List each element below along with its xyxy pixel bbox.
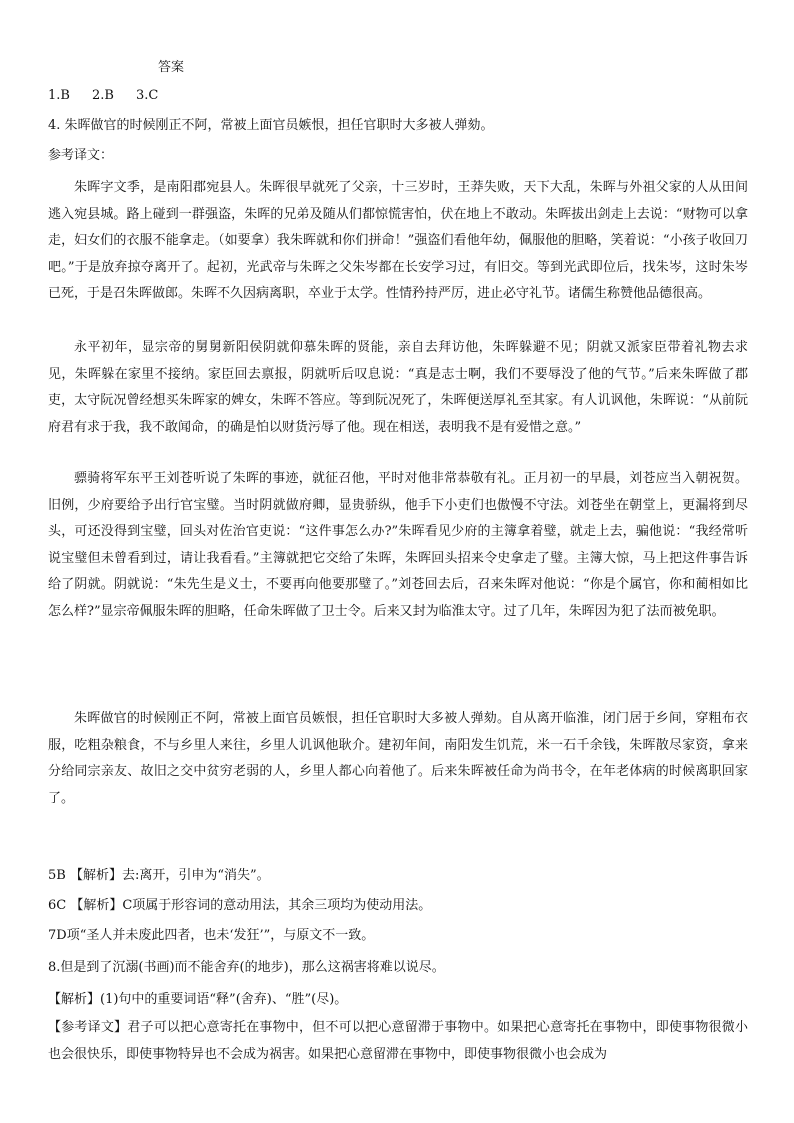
translation-paragraph-2: 永平初年，显宗帝的舅舅新阳侯阴就仰慕朱晖的贤能，亲自去拜访他，朱晖躲避不见；阴就又派家臣带着礼物去求见，朱晖躲在家里不接纳。家臣回去禀报，阴就听后叹息说：“真是志士啊，我们不要辱没了他的气节。”后来朱晖做了郡吏，太守阮况曾经想买朱晖家的婢女，朱晖不答应。等到阮况死了，朱晖便送厚礼至其家。有人讥讽他，朱晖说：“从前阮府君有求于我，我不敢闻命，的确是怕以财货污辱了他。现在相送，表明我不是有爱惜之意。” xyxy=(48,340,748,435)
answer-5: 5B 【解析】去:离开，引申为“消失”。 xyxy=(48,868,270,883)
answer-6: 6C 【解析】C项属于形容词的意动用法，其余三项均为使动用法。 xyxy=(48,898,432,913)
answer-8-reference-translation: 【参考译文】君子可以把心意寄托在事物中，但不可以把心意留滞于事物中。如果把心意寄托在事物中，即使事物很微小也会很快乐，即使事物特异也不会成为祸害。如果把心意留滞在事物中，即使事物很微小也会成为 xyxy=(48,1020,748,1062)
answer-8-analysis: 【解析】(1)句中的重要词语“释”(舍弃)、“胜”(尽)。 xyxy=(48,992,348,1007)
answer-2: 2.B xyxy=(91,88,114,103)
answer-7: 7D项“圣人并未废此四者，也未‘发狂’”，与原文不一致。 xyxy=(48,928,375,943)
answers-line xyxy=(48,86,158,106)
answer-1: 1.B xyxy=(48,88,70,103)
translation-paragraph-1: 朱晖字文季，是南阳郡宛县人。朱晖很早就死了父亲，十三岁时，王莽失败，天下大乱，朱晖与外祖父家的人从田间逃入宛县城。路上碰到一群强盗，朱晖的兄弟及随从们都惊慌害怕，伏在地上不敢动。朱晖拔出剑走上去说：“财物可以拿走，妇女们的衣服不能拿走。（如要拿）我朱晖就和你们拼命！”强盗们看他年幼，佩服他的胆略，笑着说：“小孩子收回刀吧。”于是放弃掠夺离开了。起初，光武帝与朱晖之父朱岑都在长安学习过，有旧交。等到光武即位后，找朱岑，这时朱岑已死，于是召朱晖做郎。朱晖不久因病离职，卒业于太学。性情矜持严厉，进止必守礼节。诸儒生称赞他品德很高。 xyxy=(48,180,748,301)
translation-paragraph-4: 朱晖做官的时候刚正不阿，常被上面官员嫉恨，担任官职时大多被人弹劾。自从离开临淮，闭门居于乡间，穿粗布衣服，吃粗杂粮食，不与乡里人来往，乡里人讥讽他耿介。建初年间，南阳发生饥荒，米一石千余钱，朱晖散尽家资，拿来分给同宗亲友、故旧之交中贫穷老弱的人，乡里人都心向着他了。后来朱晖被任命为尚书令，在年老体病的时候离职回家了。 xyxy=(48,711,748,806)
reference-translation-label: 参考译文： xyxy=(48,148,114,163)
answer-title: 答案 xyxy=(158,60,185,75)
answer-3: 3.C xyxy=(135,88,159,103)
answer-4: 4. 朱晖做官的时候刚正不阿，常被上面官员嫉恨，担任官职时大多被人弹劾。 xyxy=(48,118,494,133)
answer-8: 8.但是到了沉溺(书画)而不能舍弃(的地步)，那么这祸害将难以说尽。 xyxy=(48,960,445,975)
translation-paragraph-3: 骠骑将军东平王刘苍听说了朱晖的事迹，就征召他，平时对他非常恭敬有礼。正月初一的早晨，刘苍应当入朝祝贺。旧例，少府要给予出行官宝璧。当时阴就做府卿，显贵骄纵，他手下小吏们也傲慢不守法。刘苍坐在朝堂上，更漏将到尽头，可还没得到宝璧，回头对佐治官吏说：“这件事怎么办?”朱晖看见少府的主簿拿着璧，就走上去，骗他说：“我经常听说宝璧但未曾看到过，请让我看看。”主簿就把它交给了朱晖，朱晖回头招来令史拿走了璧。主簿大惊，马上把这件事告诉给了阴就。阴就说：“朱先生是义士，不要再向他要那璧了。”刘苍回去后，召来朱晖对他说：“你是个属官，你和蔺相如比怎么样?”显宗帝佩服朱晖的胆略，任命朱晖做了卫士令。后来又封为临淮太守。过了几年，朱晖因为犯了法而被免职。 xyxy=(48,471,748,619)
